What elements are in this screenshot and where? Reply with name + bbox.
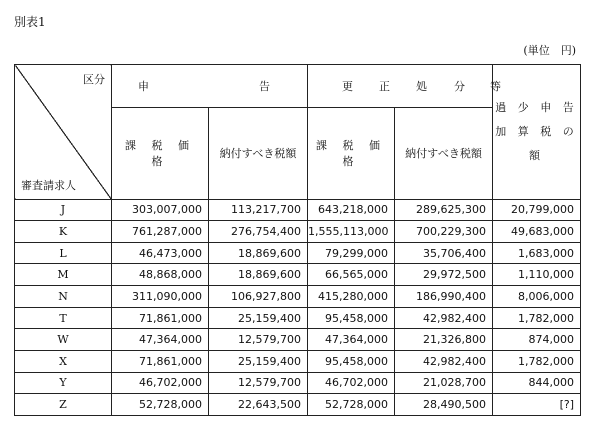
amount-cell: 25,159,400 xyxy=(209,351,308,373)
amount-cell: 95,458,000 xyxy=(308,351,395,373)
amount-cell: 303,007,000 xyxy=(112,199,209,221)
table-row xyxy=(15,351,581,373)
kousei-char: 分 xyxy=(454,80,465,94)
amount-cell: 113,217,700 xyxy=(209,199,308,221)
amount-cell: 643,218,000 xyxy=(308,199,395,221)
amount-cell: 46,702,000 xyxy=(308,372,395,394)
requester-name: K xyxy=(15,221,112,243)
kousei-group-header xyxy=(308,65,501,108)
col-header-shinkoku-kazei: 課 税 価 格 xyxy=(112,108,209,199)
amount-cell: 46,473,000 xyxy=(112,242,209,264)
amount-cell: 29,972,500 xyxy=(395,264,493,286)
table-row xyxy=(15,329,581,351)
table-row xyxy=(15,199,581,221)
document-title: 別表1 xyxy=(14,15,46,29)
amount-cell: 8,006,000 xyxy=(493,286,581,308)
tax-table xyxy=(14,64,581,416)
amount-cell: 28,490,500 xyxy=(395,394,493,416)
amount-cell: 311,090,000 xyxy=(112,286,209,308)
amount-cell: 276,754,400 xyxy=(209,221,308,243)
amount-cell: 79,299,000 xyxy=(308,242,395,264)
requester-name: Z xyxy=(15,394,112,416)
corner-header xyxy=(15,65,112,200)
table-row xyxy=(15,286,581,308)
amount-cell: 71,861,000 xyxy=(112,307,209,329)
amount-cell: 700,229,300 xyxy=(395,221,493,243)
shinkoku-char: 告 xyxy=(259,80,270,94)
corner-bottom-label: 審査請求人 xyxy=(21,178,76,192)
penalty-line-1: 過 少 申 告 xyxy=(495,100,578,114)
amount-cell: 21,326,800 xyxy=(395,329,493,351)
amount-cell: [?] xyxy=(493,394,581,416)
amount-cell: 47,364,000 xyxy=(112,329,209,351)
amount-cell: 844,000 xyxy=(493,372,581,394)
amount-cell: 47,364,000 xyxy=(308,329,395,351)
amount-cell: 106,927,800 xyxy=(209,286,308,308)
requester-name: T xyxy=(15,307,112,329)
amount-cell: 12,579,700 xyxy=(209,372,308,394)
amount-cell: 46,702,000 xyxy=(112,372,209,394)
amount-cell: 20,799,000 xyxy=(493,199,581,221)
amount-cell: 52,728,000 xyxy=(112,394,209,416)
table-row xyxy=(15,394,581,416)
amount-cell: 761,287,000 xyxy=(112,221,209,243)
requester-name: Y xyxy=(15,372,112,394)
amount-cell: 48,868,000 xyxy=(112,264,209,286)
amount-cell: 71,861,000 xyxy=(112,351,209,373)
table-row xyxy=(15,264,581,286)
requester-name: J xyxy=(15,199,112,221)
amount-cell: 95,458,000 xyxy=(308,307,395,329)
amount-cell: 1,555,113,000 xyxy=(308,221,395,243)
kousei-char: 処 xyxy=(416,80,427,94)
shinkoku-char: 申 xyxy=(138,80,149,94)
kousei-char: 正 xyxy=(379,80,390,94)
amount-cell: 1,782,000 xyxy=(493,307,581,329)
col-header-shinkoku-nofu: 納付すべき税額 xyxy=(209,108,308,199)
amount-cell: 18,869,600 xyxy=(209,264,308,286)
unit-label: (単位 円) xyxy=(523,44,576,57)
penalty-line-2: 加 算 税 の 額 xyxy=(495,124,578,162)
table-row xyxy=(15,307,581,329)
corner-top-label: 区分 xyxy=(83,73,105,86)
amount-cell: 49,683,000 xyxy=(493,221,581,243)
table-row xyxy=(15,221,581,243)
amount-cell: 12,579,700 xyxy=(209,329,308,351)
amount-cell: 25,159,400 xyxy=(209,307,308,329)
amount-cell: 52,728,000 xyxy=(308,394,395,416)
penalty-header xyxy=(493,65,581,200)
amount-cell: 18,869,600 xyxy=(209,242,308,264)
amount-cell: 415,280,000 xyxy=(308,286,395,308)
requester-name: W xyxy=(15,329,112,351)
requester-name: X xyxy=(15,351,112,373)
requester-name: L xyxy=(15,242,112,264)
table-row xyxy=(15,242,581,264)
requester-name: N xyxy=(15,286,112,308)
requester-name: M xyxy=(15,264,112,286)
kousei-char: 等 xyxy=(490,80,501,94)
col-header-kousei-kazei: 課 税 価 格 xyxy=(308,108,395,199)
amount-cell: 66,565,000 xyxy=(308,264,395,286)
shinkoku-group-header xyxy=(112,65,308,108)
amount-cell: 22,643,500 xyxy=(209,394,308,416)
amount-cell: 35,706,400 xyxy=(395,242,493,264)
amount-cell: 1,782,000 xyxy=(493,351,581,373)
table-row xyxy=(15,372,581,394)
kousei-char: 更 xyxy=(342,80,353,94)
amount-cell: 1,110,000 xyxy=(493,264,581,286)
table-body xyxy=(15,199,581,415)
amount-cell: 874,000 xyxy=(493,329,581,351)
amount-cell: 186,990,400 xyxy=(395,286,493,308)
amount-cell: 1,683,000 xyxy=(493,242,581,264)
col-header-kousei-nofu: 納付すべき税額 xyxy=(395,108,493,199)
amount-cell: 289,625,300 xyxy=(395,199,493,221)
amount-cell: 42,982,400 xyxy=(395,351,493,373)
amount-cell: 21,028,700 xyxy=(395,372,493,394)
amount-cell: 42,982,400 xyxy=(395,307,493,329)
